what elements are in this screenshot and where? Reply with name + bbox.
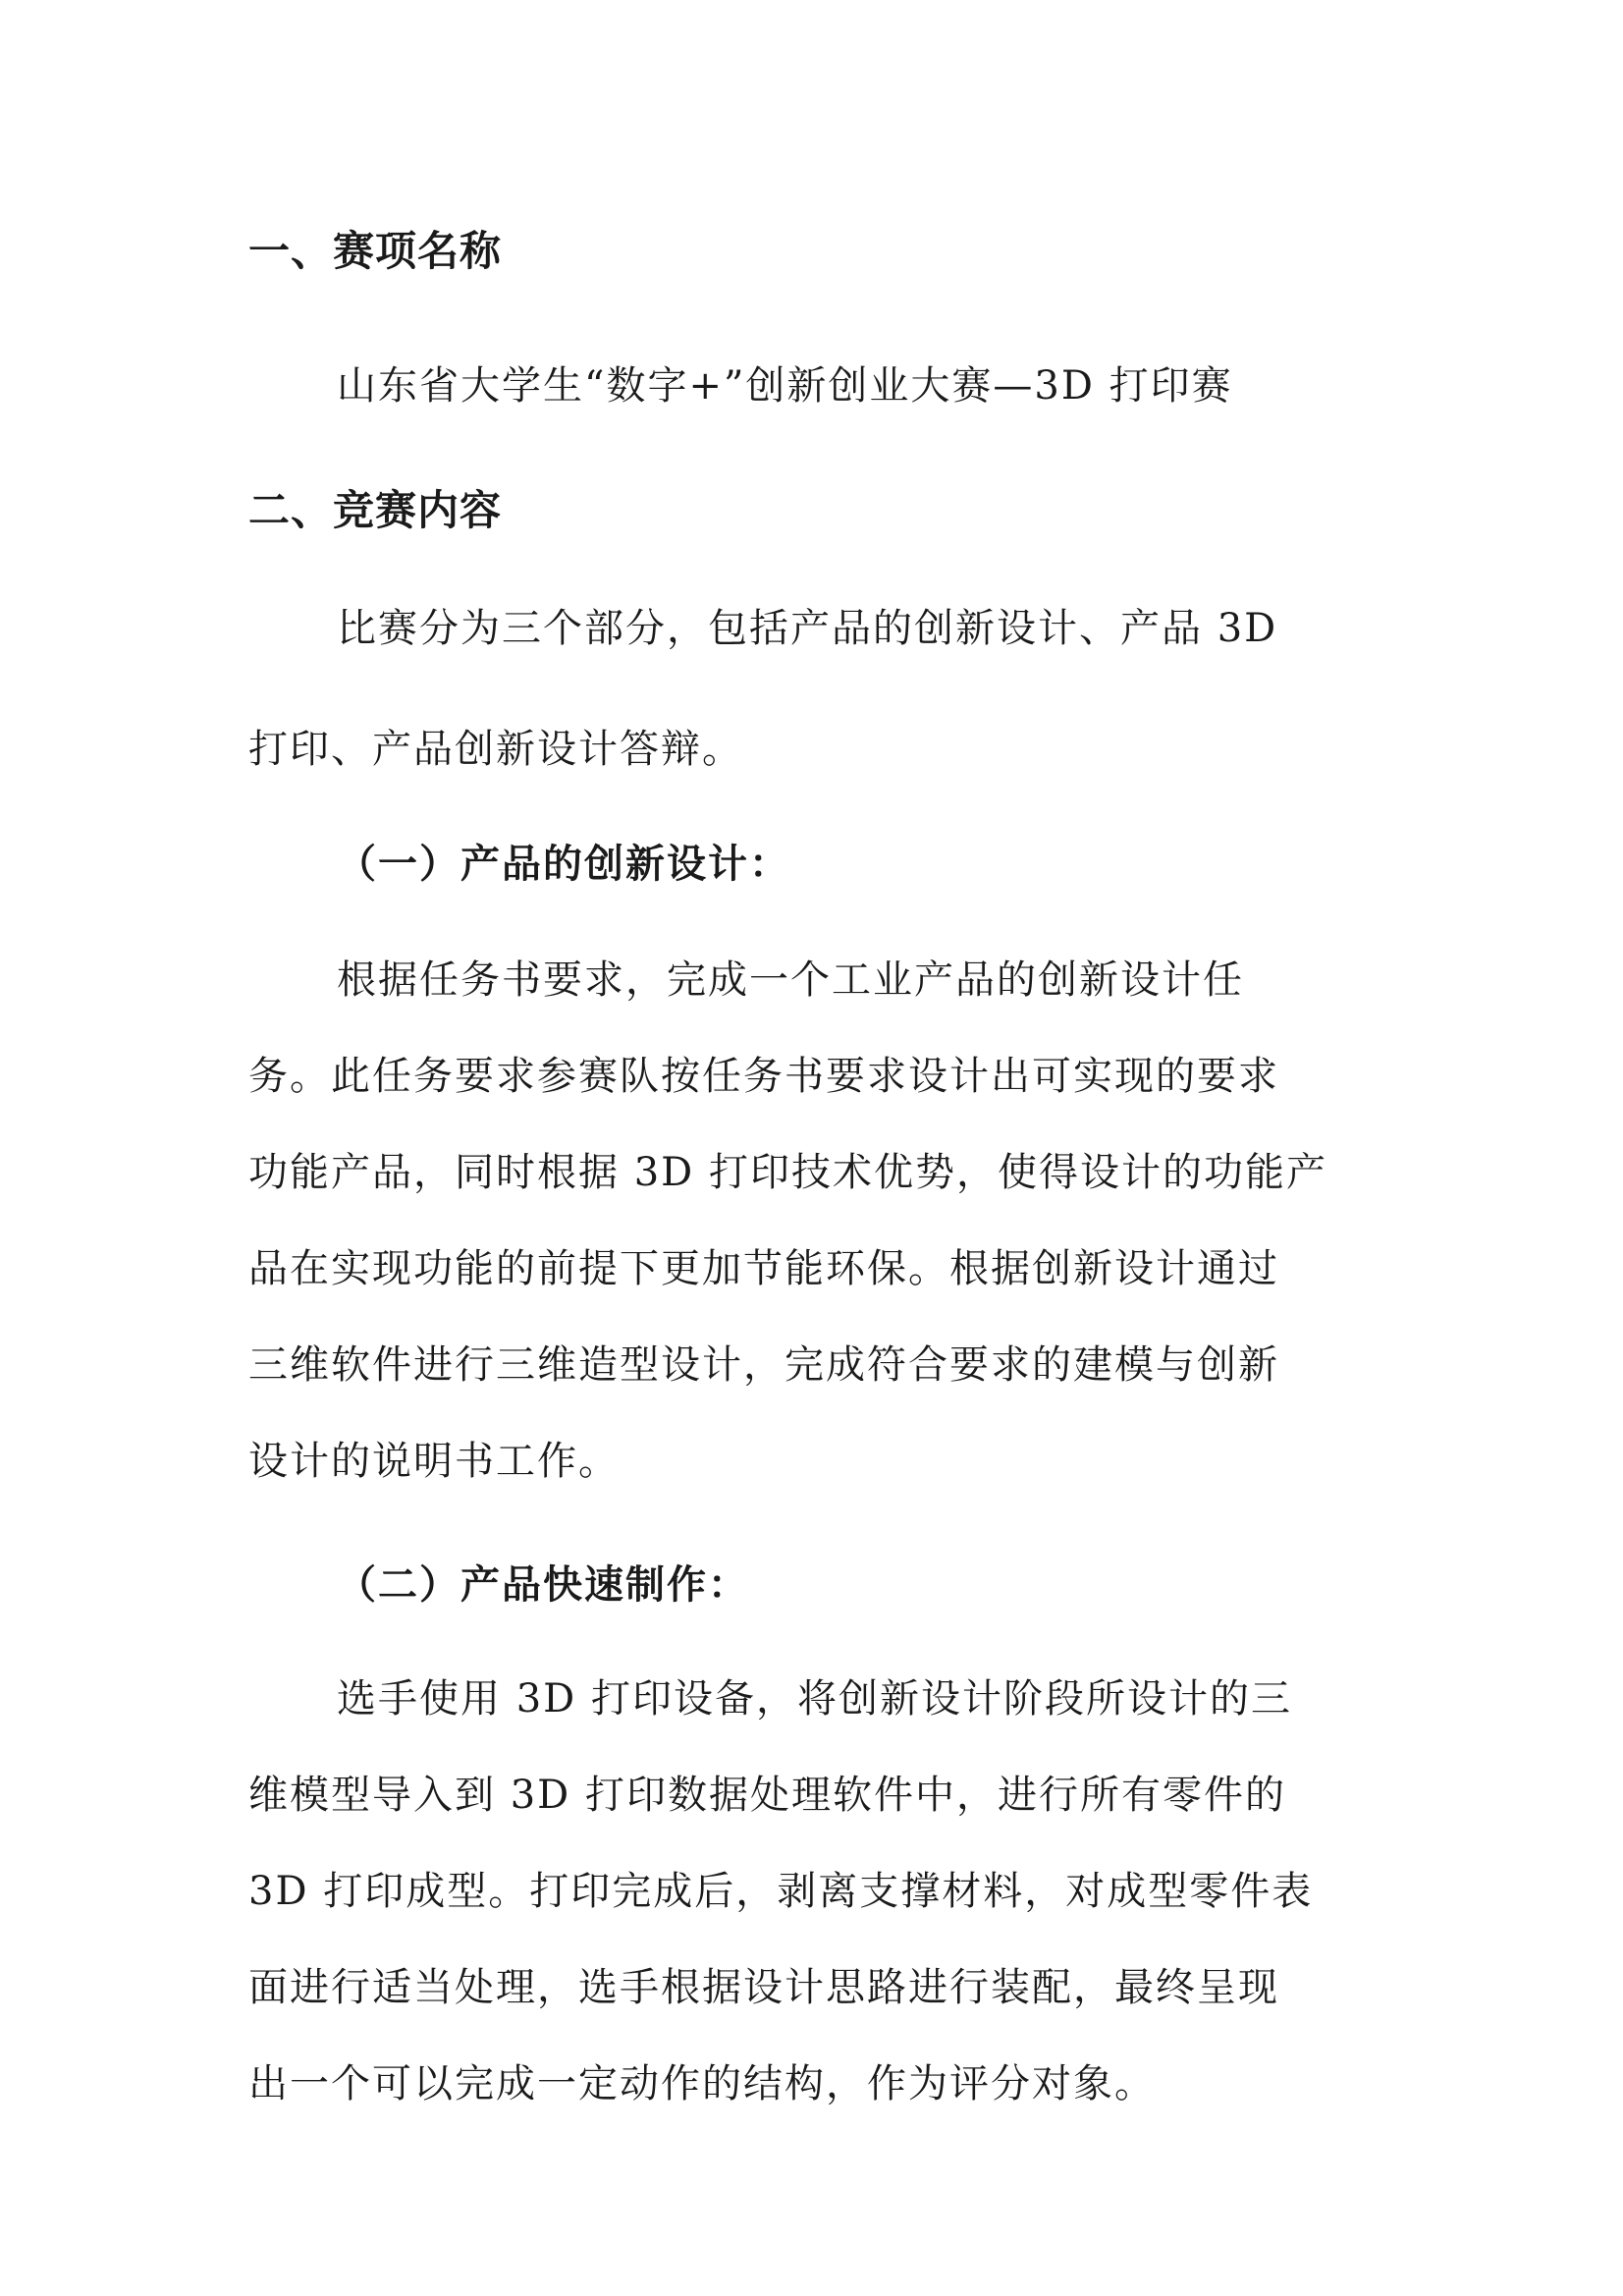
paragraph-line: 设计的说明书工作。 xyxy=(248,1439,620,1484)
competition-name: 山东省大学生“数字+”创新创业大赛—3D 打印赛 xyxy=(337,363,1233,409)
subsection-1-heading: （一）产品的创新设计： xyxy=(337,842,790,887)
paragraph-line: 面进行适当处理，选手根据设计思路进行装配，最终呈现 xyxy=(248,1965,1279,2010)
paragraph-line: 品在实现功能的前提下更加节能环保。根据创新设计通过 xyxy=(248,1246,1279,1291)
paragraph-line: 选手使用 3D 打印设备，将创新设计阶段所设计的三 xyxy=(337,1676,1292,1722)
paragraph-line: 打印、产品创新设计答辩。 xyxy=(248,727,743,772)
paragraph-line: 务。此任务要求参赛队按任务书要求设计出可实现的要求 xyxy=(248,1054,1279,1099)
paragraph-line: 比赛分为三个部分，包括产品的创新设计、产品 3D xyxy=(337,606,1278,651)
section-1-heading: 一、赛项名称 xyxy=(248,227,503,275)
paragraph-line: 功能产品，同时根据 3D 打印技术优势，使得设计的功能产 xyxy=(248,1150,1327,1195)
paragraph-line: 三维软件进行三维造型设计，完成符合要求的建模与创新 xyxy=(248,1342,1279,1388)
paragraph-line: 出一个可以完成一定动作的结构，作为评分对象。 xyxy=(248,2061,1156,2106)
section-2-heading: 二、竞赛内容 xyxy=(248,486,503,534)
paragraph-line: 根据任务书要求，完成一个工业产品的创新设计任 xyxy=(337,957,1244,1003)
subsection-2-heading: （二）产品快速制作： xyxy=(337,1562,749,1608)
paragraph-line: 3D 打印成型。打印完成后，剥离支撑材料，对成型零件表 xyxy=(248,1869,1314,1914)
paragraph-line: 维模型导入到 3D 打印数据处理软件中，进行所有零件的 xyxy=(248,1773,1286,1818)
